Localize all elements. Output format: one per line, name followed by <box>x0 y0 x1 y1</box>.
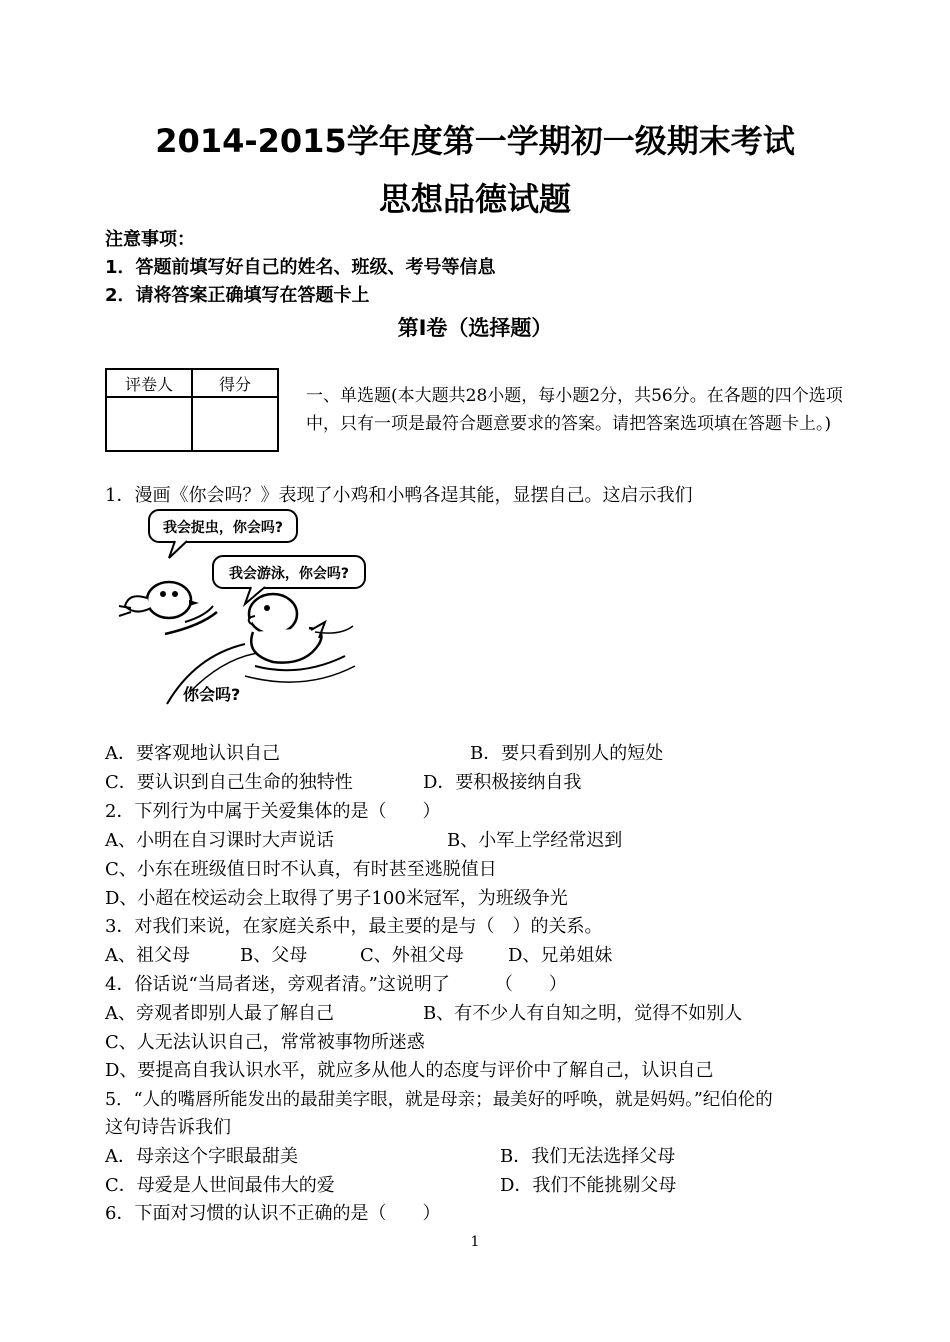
q3-option-c: C、外祖父母 <box>360 945 464 966</box>
q1-option-c: C．要认识到自己生命的独特性 <box>105 772 353 793</box>
q5-stem-line-1: 5．“人的嘴唇所能发出的最甜美字眼，就是母亲；最美好的呼唤，就是妈妈。”纪伯伦的 <box>105 1090 773 1110</box>
q5-option-a: A．母亲这个字眼最甜美 <box>105 1146 298 1167</box>
cartoon-illustration <box>105 506 375 711</box>
q4-option-d: D、要提高自我认识水平，就应多从他人的态度与评价中了解自己，认识自己 <box>105 1060 714 1081</box>
exam-title: 2014-2015学年度第一学期初一级期末考试 <box>155 122 795 160</box>
q2-option-b: B、小军上学经常迟到 <box>447 830 623 851</box>
q5-stem-line-2: 这句诗告诉我们 <box>105 1117 231 1138</box>
q4-option-a: A、旁观者即别人最了解自己 <box>105 1003 334 1024</box>
duck-drawing <box>249 594 325 663</box>
q4-option-b: B、有不少人有自知之明，觉得不如别人 <box>423 1003 743 1024</box>
q2-option-a: A、小明在自习课时大声说话 <box>105 830 334 851</box>
q5-option-b: B．我们无法选择父母 <box>500 1146 676 1167</box>
score-table-reviewer-header: 评卷人 <box>106 369 192 397</box>
q1-option-b: B．要只看到别人的短处 <box>470 743 664 764</box>
q3-option-b: B、父母 <box>240 945 308 966</box>
score-table-reviewer-cell <box>106 397 192 451</box>
q3-option-a: A、祖父母 <box>105 945 190 966</box>
q1-option-d: D．要积极接纳自我 <box>423 772 582 793</box>
q3-option-d: D、兄弟姐妹 <box>508 945 613 966</box>
score-table-score-cell <box>192 397 278 451</box>
q4-option-c: C、人无法认识自己，常常被事物所迷惑 <box>105 1032 425 1053</box>
q3-stem: 3．对我们来说，在家庭关系中，最主要的是与（ ）的关系。 <box>105 916 603 937</box>
cartoon-caption: 你会吗? <box>183 685 241 704</box>
chick-drawing <box>119 582 199 618</box>
score-table-score-header: 得分 <box>192 369 278 397</box>
section-intro: 一、单选题(本大题共28小题，每小题2分，共56分。在各题的四个选项中，只有一项是最符合题意要求的答案。请把答案选项填在答题卡上。) <box>306 386 843 434</box>
note-item-2: 2．请将答案正确填写在答题卡上 <box>105 285 370 306</box>
exam-subtitle: 思想品德试题 <box>378 180 571 218</box>
q2-stem: 2．下列行为中属于关爱集体的是（ ） <box>105 801 441 822</box>
q5-option-c: C．母爱是人世间最伟大的爱 <box>105 1175 335 1196</box>
score-table <box>105 368 279 452</box>
q5-option-d: D．我们不能挑剔父母 <box>500 1175 677 1196</box>
q4-stem: 4．俗话说“当局者迷，旁观者清。”这说明了 （ ） <box>105 974 567 995</box>
bubble-duck-text: 我会游泳，你会吗? <box>228 566 350 582</box>
notes-heading: 注意事项： <box>105 229 195 250</box>
q2-option-d: D、小超在校运动会上取得了男子100米冠军，为班级争光 <box>105 888 568 909</box>
q1-option-a: A．要客观地认识自己 <box>105 743 280 764</box>
q6-stem: 6．下面对习惯的认识不正确的是（ ） <box>105 1203 441 1224</box>
bubble-chick-text: 我会捉虫，你会吗? <box>162 520 284 536</box>
section-title: 第I卷（选择题） <box>397 316 553 340</box>
page-number: 1 <box>470 1234 480 1250</box>
q2-option-c: C、小东在班级值日时不认真，有时甚至逃脱值日 <box>105 859 497 880</box>
q1-stem: 1．漫画《你会吗？》表现了小鸡和小鸭各逞其能，显摆自己。这启示我们 <box>105 485 693 506</box>
note-item-1: 1．答题前填写好自己的姓名、班级、考号等信息 <box>105 257 496 278</box>
